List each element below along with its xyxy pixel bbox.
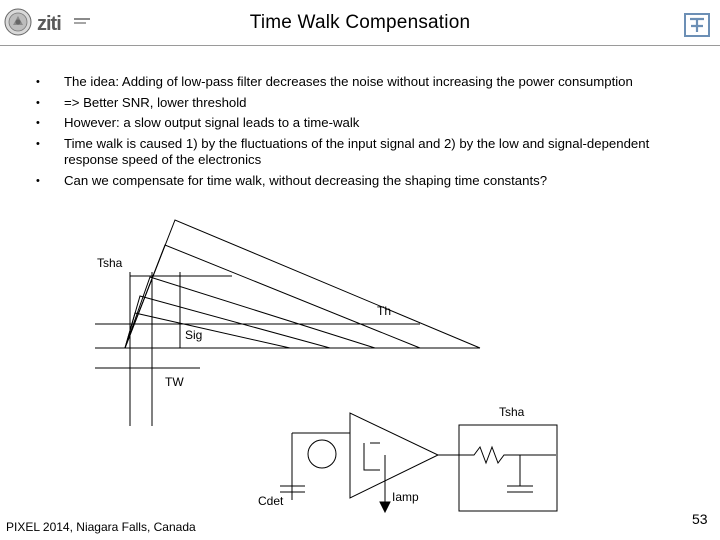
amplifier-triangle (350, 413, 438, 498)
tw-label: TW (165, 375, 184, 389)
pulse-curve (125, 277, 375, 348)
waveform-plot (95, 220, 480, 426)
shaper-box (459, 425, 557, 511)
tsha-label: Tsha (97, 256, 123, 270)
cdet-label: Cdet (258, 494, 284, 508)
bullet-marker: • (36, 117, 40, 129)
sig-label: Sig (185, 328, 203, 342)
bullet-text: Time walk is caused 1) by the fluctuations of the input signal and 2) by the low and signal-dependent response speed of the electronics (64, 135, 650, 167)
bullet-text: The idea: Adding of low-pass filter decreases the noise without increasing the power consumption (64, 74, 633, 89)
tsha-circuit-label: Tsha (499, 405, 525, 419)
page-number: 53 (692, 511, 708, 527)
resistor (438, 447, 556, 463)
pulse-curve (125, 220, 480, 348)
iamp-label: Iamp (392, 490, 419, 504)
current-source-icon (308, 440, 336, 468)
page-title: Time Walk Compensation (249, 12, 471, 33)
threshold-label: Th (377, 304, 392, 318)
bullet-marker: • (36, 174, 40, 187)
bullet-text: => Better SNR, lower threshold (64, 94, 247, 110)
bullet-marker: • (36, 76, 40, 88)
pulse-curve (125, 296, 330, 348)
bullet-marker: • (36, 96, 40, 109)
footer-text: PIXEL 2014, Niagara Falls, Canada (6, 520, 196, 534)
feedback-path (364, 443, 380, 470)
svg-text:ziti: ziti (37, 13, 61, 35)
bias-arrow-icon (380, 502, 390, 512)
bullet-marker: • (36, 137, 40, 150)
bullet-text: However: a slow output signal leads to a time-walk (64, 115, 360, 130)
bullet-text: Can we compensate for time walk, without decreasing the shaping time constants? (64, 172, 548, 188)
